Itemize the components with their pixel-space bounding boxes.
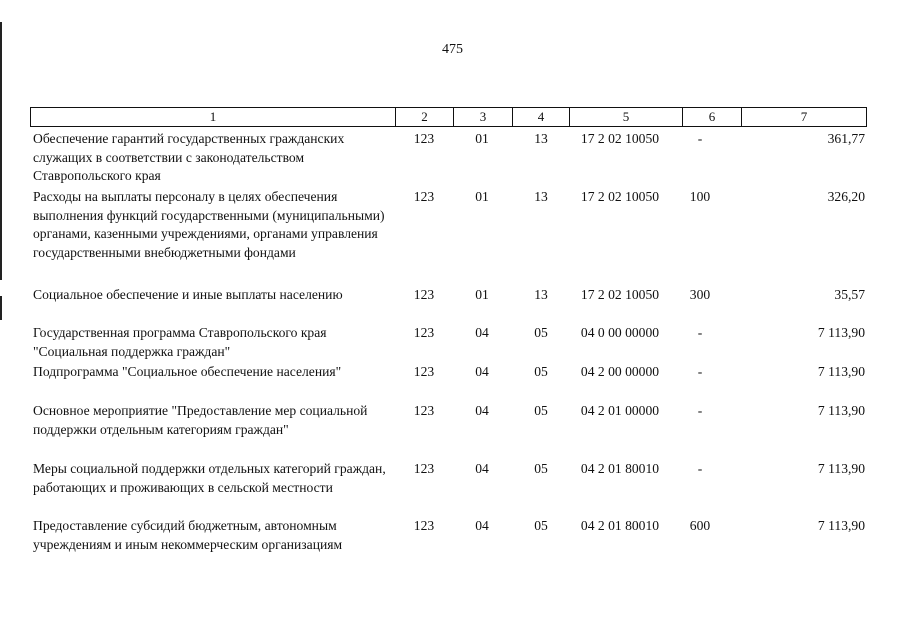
- row-code-4: 05: [534, 518, 548, 533]
- row-code-4: 05: [534, 325, 548, 340]
- row-code-6: 300: [689, 287, 711, 302]
- row-amount: 7 113,90: [817, 325, 865, 340]
- header-col-7: 7: [742, 108, 867, 127]
- row-code-6: 100: [689, 189, 711, 204]
- row-code-5: 04 2 01 80010: [580, 518, 660, 533]
- row-code-6: 600: [689, 518, 711, 533]
- row-amount: 7 113,90: [817, 461, 865, 476]
- row-code-2: 123: [413, 325, 435, 340]
- header-col-4: 4: [513, 108, 570, 127]
- row-code-5: 17 2 02 10050: [580, 189, 660, 204]
- row-code-5: 04 2 01 00000: [580, 403, 660, 418]
- row-amount: 326,20: [827, 189, 865, 204]
- row-code-2: 123: [413, 461, 435, 476]
- row-code-3: 04: [475, 518, 489, 533]
- row-code-2: 123: [413, 518, 435, 533]
- row-amount: 7 113,90: [817, 518, 865, 533]
- row-code-3: 04: [475, 461, 489, 476]
- row-name: Основное мероприятие "Предоставление мер социальной поддержки отдельным категориям граждан": [33, 403, 368, 437]
- row-code-4: 13: [534, 131, 548, 146]
- row-name: Расходы на выплаты персоналу в целях обеспечения выполнения функций государственными (муниципальными) органами, казенными учреждениями, органами управления государственными внебюджетными фондами: [33, 189, 385, 260]
- row-name: Меры социальной поддержки отдельных категорий граждан, работающих и проживающих в сельской местности: [33, 461, 386, 495]
- row-code-5: 17 2 02 10050: [580, 131, 660, 146]
- row-code-3: 01: [475, 189, 489, 204]
- left-margin-rule-upper: [0, 22, 2, 280]
- row-name: Подпрограмма "Социальное обеспечение населения": [33, 364, 342, 379]
- row-code-2: 123: [413, 287, 435, 302]
- row-code-3: 01: [475, 287, 489, 302]
- row-code-6: -: [697, 403, 703, 418]
- row-name: Государственная программа Ставропольского края "Социальная поддержка граждан": [33, 325, 327, 359]
- header-col-3: 3: [454, 108, 513, 127]
- left-margin-rule-lower: [0, 296, 2, 320]
- header-col-6: 6: [683, 108, 742, 127]
- row-code-3: 04: [475, 364, 489, 379]
- header-col-5: 5: [570, 108, 683, 127]
- row-amount: 7 113,90: [817, 403, 865, 418]
- row-code-4: 05: [534, 461, 548, 476]
- row-code-5: 17 2 02 10050: [580, 287, 660, 302]
- page-number: 475: [442, 42, 463, 57]
- column-number-header: [30, 107, 867, 127]
- row-code-4: 13: [534, 287, 548, 302]
- row-code-2: 123: [413, 403, 435, 418]
- row-code-6: -: [697, 131, 703, 146]
- row-code-2: 123: [413, 364, 435, 379]
- row-amount: 7 113,90: [817, 364, 865, 379]
- row-code-3: 01: [475, 131, 489, 146]
- row-code-5: 04 2 00 00000: [580, 364, 660, 379]
- row-code-3: 04: [475, 325, 489, 340]
- row-code-5: 04 0 00 00000: [580, 325, 660, 340]
- header-col-1: 1: [31, 108, 396, 127]
- row-code-6: -: [697, 325, 703, 340]
- row-code-4: 05: [534, 364, 548, 379]
- row-code-4: 13: [534, 189, 548, 204]
- row-name: Социальное обеспечение и иные выплаты населению: [33, 287, 343, 302]
- row-name: Предоставление субсидий бюджетным, автономным учреждениям и иным некоммерческим организациям: [33, 518, 343, 552]
- row-amount: 35,57: [834, 287, 865, 302]
- row-code-2: 123: [413, 131, 435, 146]
- row-name: Обеспечение гарантий государственных гражданских служащих в соответствии с законодательством Ставропольского края: [33, 131, 345, 184]
- row-code-6: -: [697, 461, 703, 476]
- header-col-2: 2: [396, 108, 454, 127]
- row-code-6: -: [697, 364, 703, 379]
- row-code-4: 05: [534, 403, 548, 418]
- row-code-5: 04 2 01 80010: [580, 461, 660, 476]
- row-code-3: 04: [475, 403, 489, 418]
- row-amount: 361,77: [827, 131, 865, 146]
- row-code-2: 123: [413, 189, 435, 204]
